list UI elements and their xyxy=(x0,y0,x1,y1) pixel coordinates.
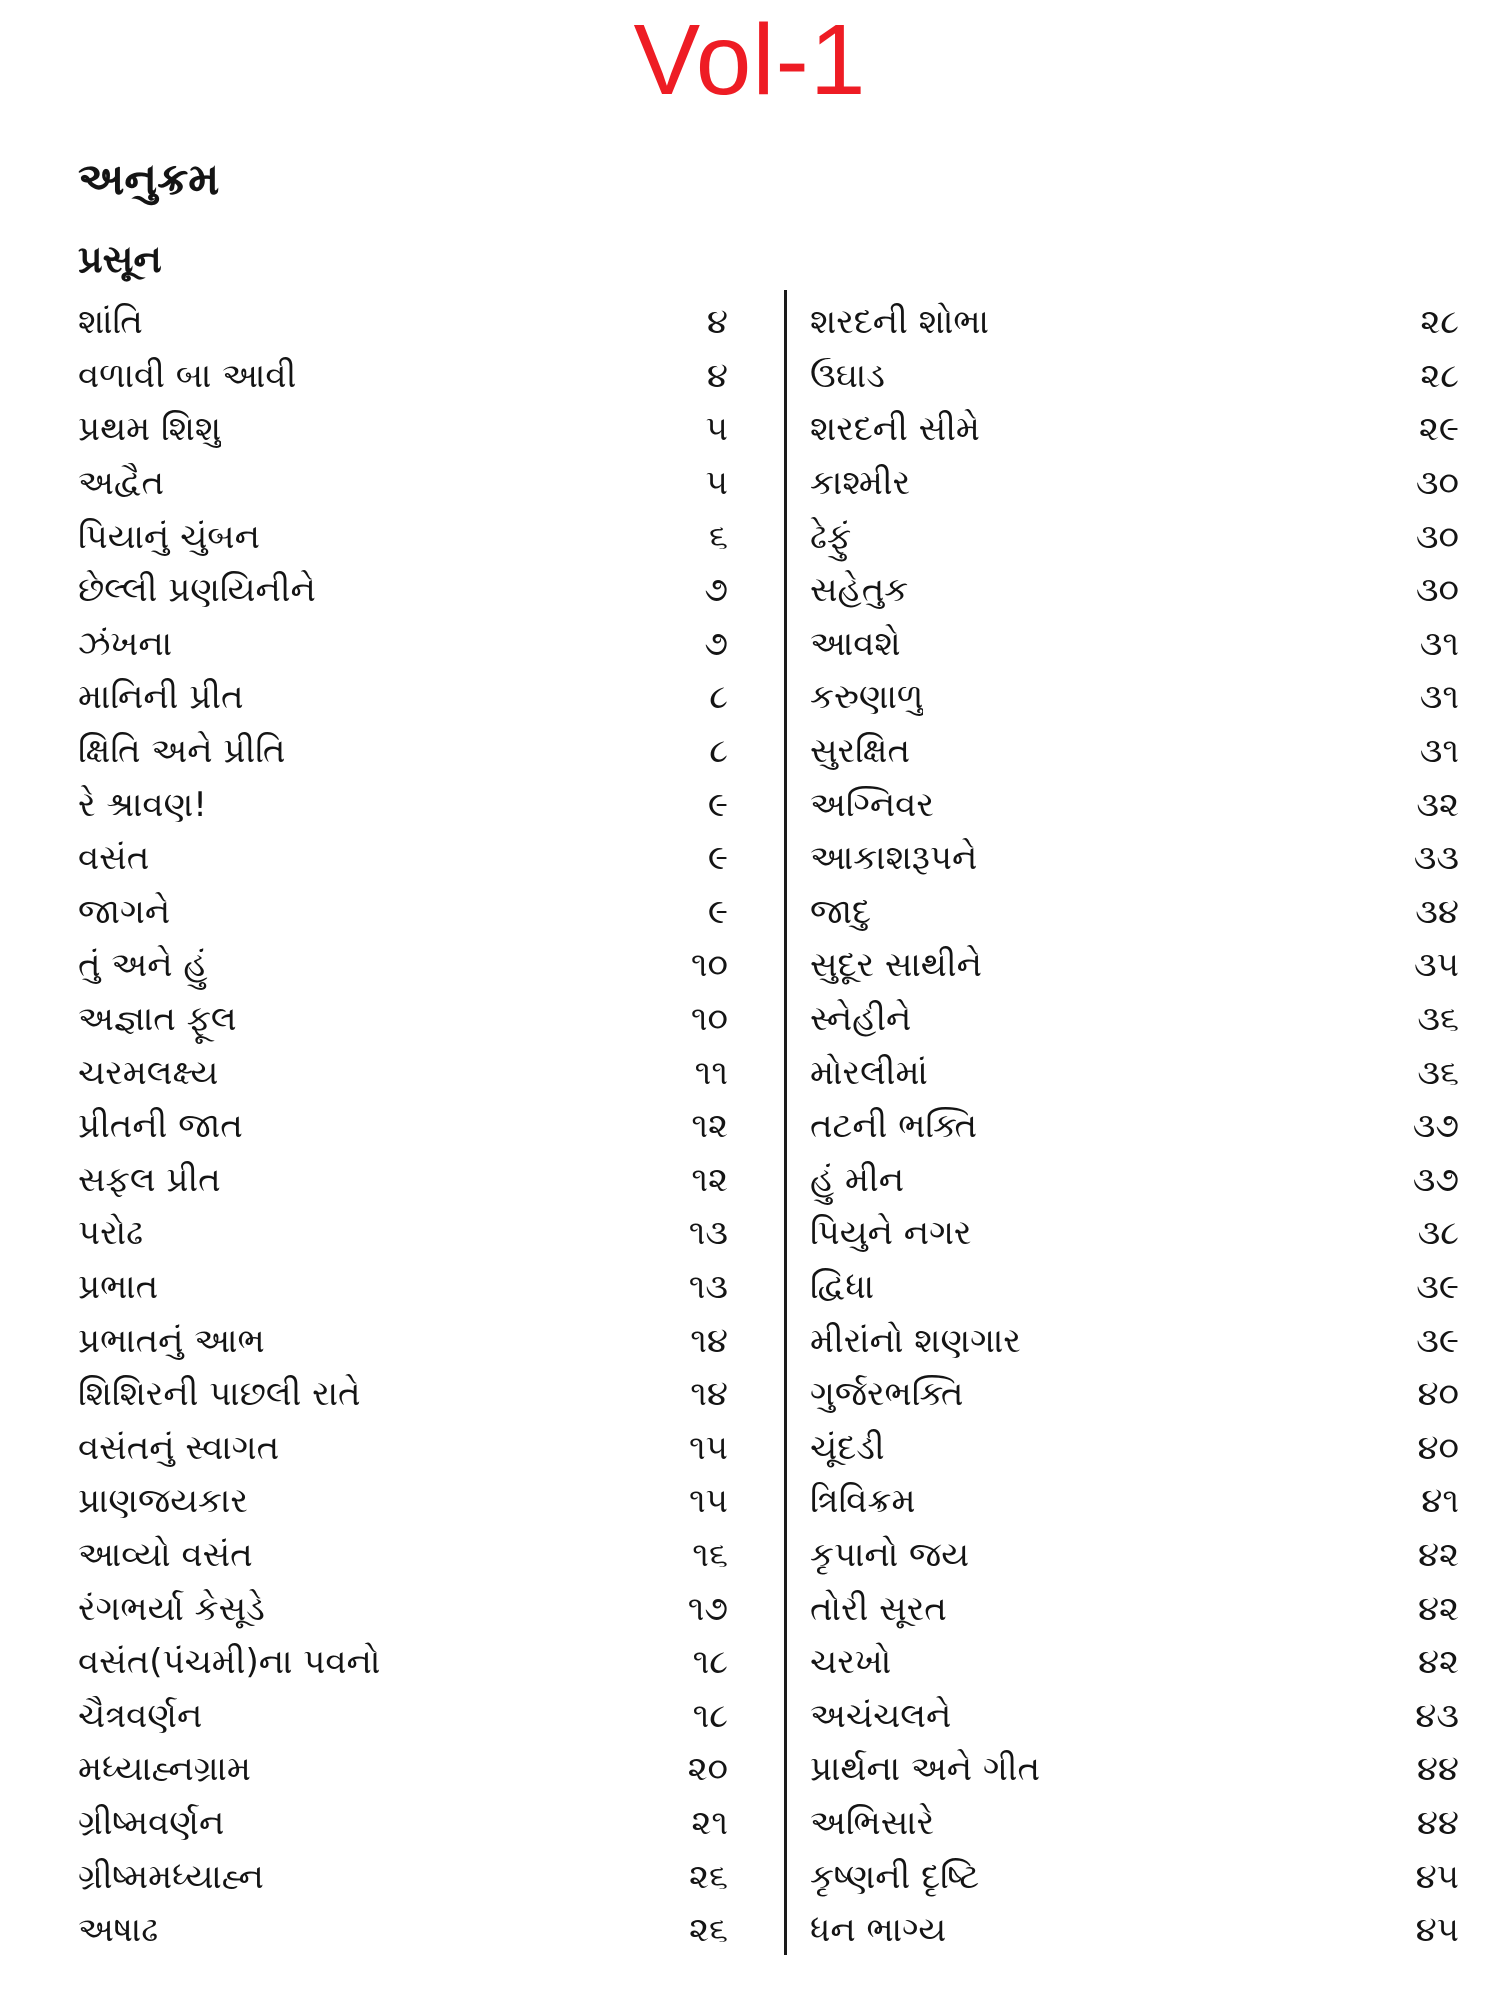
toc-entry xyxy=(810,618,1465,672)
toc-entry xyxy=(78,1368,734,1422)
toc-entry xyxy=(810,1368,1465,1422)
toc-entry-title: સુરક્ષિત xyxy=(810,731,911,772)
toc-entry-title: સહેતુક xyxy=(810,570,909,611)
toc-entry-page-number: ૪૨ xyxy=(1417,1642,1459,1683)
toc-entry-page-number: ૩૧ xyxy=(1419,623,1459,664)
toc-entry xyxy=(810,403,1465,457)
toc-entry-title: અજ્ઞાત ફૂલ xyxy=(78,999,237,1040)
toc-entry-page-number: ૧૦ xyxy=(690,945,728,986)
toc-entry-page-number: ૪૩ xyxy=(1415,1695,1459,1736)
toc-entry-title: મોરલીમાં xyxy=(810,1052,928,1093)
toc-entry-page-number: ૫ xyxy=(705,409,728,450)
toc-entry xyxy=(810,1154,1465,1208)
toc-entry xyxy=(78,1850,734,1904)
toc-entry-title: ઉઘાડ xyxy=(810,355,885,396)
toc-entry xyxy=(78,939,734,993)
toc-entry-title: શિશિરની પાછલી રાતે xyxy=(78,1374,361,1415)
toc-entry-title: ગ્રીષ્મવર્ણન xyxy=(78,1802,225,1843)
toc-entry-page-number: ૪૦ xyxy=(1417,1374,1459,1415)
toc-entry xyxy=(78,1582,734,1636)
toc-entry-title: આવ્યો વસંત xyxy=(78,1534,253,1575)
toc-entry-page-number: ૧૫ xyxy=(689,1427,728,1468)
toc-entry-page-number: ૧૪ xyxy=(690,1374,728,1415)
toc-entry-title: સ્નેહીને xyxy=(810,999,912,1040)
toc-entry xyxy=(78,1154,734,1208)
toc-entry-page-number: ૨૬ xyxy=(689,1856,728,1897)
toc-entry xyxy=(78,1797,734,1851)
toc-entry-title: ગુર્જરભક્તિ xyxy=(810,1374,964,1415)
toc-entry-title: ત્રિવિક્રમ xyxy=(810,1481,916,1522)
toc-entry xyxy=(810,564,1465,618)
toc-entry-page-number: ૩૬ xyxy=(1417,999,1459,1040)
toc-entry-page-number: ૪૪ xyxy=(1416,1802,1459,1843)
toc-entry xyxy=(78,510,734,564)
toc-entry-page-number: ૧૫ xyxy=(689,1481,728,1522)
toc-entry xyxy=(78,350,734,404)
toc-entry-title: તોરી સૂરત xyxy=(810,1588,947,1629)
toc-entry-title: ઢેફું xyxy=(810,516,852,557)
toc-entry-title: મીરાંનો શણગાર xyxy=(810,1320,1021,1361)
toc-entry-page-number: ૧૩ xyxy=(688,1213,728,1254)
toc-entry xyxy=(810,1100,1465,1154)
toc-entry xyxy=(78,1689,734,1743)
toc-entry xyxy=(78,778,734,832)
toc-entry-page-number: ૪૧ xyxy=(1421,1481,1459,1522)
toc-entry xyxy=(78,1046,734,1100)
toc-entry xyxy=(810,832,1465,886)
toc-entry xyxy=(78,671,734,725)
toc-entry-title: સુદૂર સાથીને xyxy=(810,945,982,986)
toc-entry-title: માનિની પ્રીત xyxy=(78,677,244,718)
toc-entry-title: છેલ્લી પ્રણયિનીને xyxy=(78,570,316,611)
toc-entry xyxy=(810,1743,1465,1797)
toc-entry-page-number: ૬ xyxy=(708,516,728,557)
toc-entry-title: આવશે xyxy=(810,623,901,664)
toc-entry-title: અભિસારે xyxy=(810,1802,935,1843)
toc-entry-page-number: ૫ xyxy=(705,463,728,504)
toc-entry-title: વળાવી બા આવી xyxy=(78,355,297,396)
section-heading: પ્રસૂન xyxy=(78,237,162,281)
toc-entry xyxy=(810,1207,1465,1261)
toc-entry-title: પ્રભાત xyxy=(78,1266,159,1307)
toc-entry-page-number: ૩૮ xyxy=(1417,1213,1459,1254)
toc-entry-title: પ્રભાતનું આભ xyxy=(78,1320,265,1361)
toc-entry-title: સફલ પ્રીત xyxy=(78,1159,221,1200)
toc-entry-title: ચરખો xyxy=(810,1642,892,1683)
toc-entry-title: ધન ભાગ્ય xyxy=(810,1910,947,1951)
toc-entry-title: મધ્યાહ્નગ્રામ xyxy=(78,1749,251,1790)
toc-entry-page-number: ૨૮ xyxy=(1420,355,1459,396)
toc-entry-page-number: ૩૪ xyxy=(1415,891,1459,932)
toc-entry-page-number: ૩૩ xyxy=(1413,838,1459,879)
toc-entry xyxy=(810,993,1465,1047)
toc-entry-title: ચૂંદડી xyxy=(810,1427,885,1468)
toc-entry xyxy=(810,1689,1465,1743)
toc-entry xyxy=(78,1636,734,1690)
toc-entry-title: ઝંખના xyxy=(78,623,173,664)
toc-entry-title: રંગભર્યા કેસૂડે xyxy=(78,1588,265,1629)
volume-label: Vol-1 xyxy=(633,4,867,116)
toc-entry xyxy=(810,457,1465,511)
toc-entry-page-number: ૩૯ xyxy=(1416,1320,1459,1361)
toc-entry xyxy=(78,1314,734,1368)
toc-entry-page-number: ૮ xyxy=(709,677,728,718)
toc-entry-page-number: ૧૮ xyxy=(692,1642,728,1683)
toc-entry-title: અગ્નિવર xyxy=(810,784,934,825)
toc-entry xyxy=(810,671,1465,725)
toc-entry xyxy=(78,1904,734,1958)
toc-entry-page-number: ૨૦ xyxy=(687,1749,728,1790)
toc-entry-page-number: ૩૭ xyxy=(1412,1106,1459,1147)
toc-entry-page-number: ૪૫ xyxy=(1415,1910,1459,1951)
toc-entry xyxy=(810,296,1465,350)
toc-entry-title: શરદની સીમે xyxy=(810,409,980,450)
toc-entry xyxy=(810,725,1465,779)
toc-entry-page-number: ૩૭ xyxy=(1412,1159,1459,1200)
toc-entry-title: કૃષ્ણની દૃષ્ટિ xyxy=(810,1856,980,1897)
toc-entry-title: પિયાનું ચુંબન xyxy=(78,516,260,557)
toc-entry-page-number: ૧૨ xyxy=(691,1159,728,1200)
toc-entry-page-number: ૩૨ xyxy=(1416,784,1459,825)
toc-entry xyxy=(810,1529,1465,1583)
toc-entry-title: અચંચલને xyxy=(810,1695,952,1736)
toc-entry-title: રે શ્રાવણ! xyxy=(78,784,207,825)
toc-entry-page-number: ૧૧ xyxy=(694,1052,728,1093)
toc-entry xyxy=(810,778,1465,832)
toc-entry xyxy=(810,350,1465,404)
toc-entry-page-number: ૯ xyxy=(707,891,728,932)
toc-entry-page-number: ૪ xyxy=(706,302,728,343)
toc-entry xyxy=(78,1261,734,1315)
toc-entry-page-number: ૧૩ xyxy=(688,1266,728,1307)
toc-entry-page-number: ૭ xyxy=(704,623,728,664)
toc-entry xyxy=(78,725,734,779)
toc-entry-page-number: ૭ xyxy=(704,570,728,611)
toc-entry-page-number: ૨૬ xyxy=(689,1910,728,1951)
toc-entry-title: ચરમલક્ષ્ય xyxy=(78,1052,219,1093)
toc-entry-title: જાદુ xyxy=(810,891,872,932)
toc-entry xyxy=(78,1100,734,1154)
toc-entry-title: શાંતિ xyxy=(78,302,143,343)
toc-heading: અનુક્રમ xyxy=(78,154,220,205)
toc-entry-title: પ્રથમ શિશુ xyxy=(78,409,222,450)
toc-entry xyxy=(810,1421,1465,1475)
toc-entry-title: જાગને xyxy=(78,891,171,932)
toc-entry-title: દ્વિધા xyxy=(810,1266,875,1307)
toc-entry-page-number: ૪૨ xyxy=(1417,1534,1459,1575)
toc-entry xyxy=(78,1421,734,1475)
toc-entry-page-number: ૪૨ xyxy=(1417,1588,1459,1629)
toc-entry xyxy=(810,510,1465,564)
toc-entry-page-number: ૧૭ xyxy=(687,1588,728,1629)
toc-entry-page-number: ૩૫ xyxy=(1414,945,1459,986)
toc-entry-page-number: ૩૦ xyxy=(1415,463,1459,504)
toc-entry-title: અષાઢ xyxy=(78,1910,159,1951)
toc-entry-page-number: ૧૪ xyxy=(690,1320,728,1361)
toc-entry-title: કરુણાળુ xyxy=(810,677,924,718)
toc-entry xyxy=(810,1046,1465,1100)
toc-entry xyxy=(810,1904,1465,1958)
toc-entry-page-number: ૩૧ xyxy=(1419,731,1459,772)
toc-entry-title: આકાશરૂપને xyxy=(810,838,978,879)
toc-entry xyxy=(810,1261,1465,1315)
toc-entry-page-number: ૪૪ xyxy=(1416,1749,1459,1790)
toc-left-column xyxy=(78,296,734,1957)
toc-entry-title: હું મીન xyxy=(810,1159,905,1200)
toc-entry-title: શરદની શોભા xyxy=(810,302,989,343)
toc-entry xyxy=(810,1314,1465,1368)
toc-entry-page-number: ૧૦ xyxy=(690,999,728,1040)
toc-entry-title: કૃપાનો જય xyxy=(810,1534,970,1575)
toc-entry-title: કાશ્મીર xyxy=(810,463,911,504)
toc-entry xyxy=(810,1475,1465,1529)
toc-entry-page-number: ૩૦ xyxy=(1415,516,1459,557)
toc-entry xyxy=(78,1743,734,1797)
column-divider xyxy=(784,290,787,1955)
toc-entry-page-number: ૨૯ xyxy=(1418,409,1459,450)
toc-entry-page-number: ૧૨ xyxy=(691,1106,728,1147)
toc-entry-title: વસંતનું સ્વાગત xyxy=(78,1427,280,1468)
toc-entry-title: પ્રીતની જાત xyxy=(78,1106,243,1147)
toc-entry xyxy=(810,1850,1465,1904)
toc-entry-page-number: ૨૧ xyxy=(691,1802,728,1843)
toc-entry-page-number: ૩૧ xyxy=(1419,677,1459,718)
toc-entry-title: વસંત xyxy=(78,838,150,879)
toc-entry-title: પ્રાણજયકાર xyxy=(78,1481,248,1522)
toc-entry-page-number: ૨૮ xyxy=(1420,302,1459,343)
toc-entry-title: ગ્રીષ્મમધ્યાહ્ન xyxy=(78,1856,264,1897)
toc-entry-page-number: ૪ xyxy=(706,355,728,396)
toc-entry-title: પ્રાર્થના અને ગીત xyxy=(810,1749,1041,1790)
toc-entry-title: વસંત(પંચમી)ના પવનો xyxy=(78,1642,381,1683)
toc-entry-page-number: ૩૦ xyxy=(1415,570,1459,611)
toc-entry-page-number: ૯ xyxy=(707,838,728,879)
toc-entry xyxy=(78,403,734,457)
toc-entry-title: તટની ભક્તિ xyxy=(810,1106,978,1147)
toc-entry xyxy=(78,832,734,886)
toc-entry-title: અદ્વૈત xyxy=(78,463,165,504)
toc-entry xyxy=(810,1797,1465,1851)
toc-entry xyxy=(810,1582,1465,1636)
toc-entry-page-number: ૪૫ xyxy=(1415,1856,1459,1897)
toc-entry xyxy=(810,939,1465,993)
toc-entry-title: ક્ષિતિ અને પ્રીતિ xyxy=(78,731,286,772)
toc-entry-page-number: ૮ xyxy=(709,731,728,772)
toc-entry xyxy=(78,564,734,618)
toc-entry xyxy=(78,993,734,1047)
toc-entry-title: તું અને હું xyxy=(78,945,208,986)
toc-entry-title: પરોઢ xyxy=(78,1213,144,1254)
toc-entry-page-number: ૩૯ xyxy=(1416,1266,1459,1307)
toc-entry xyxy=(78,1529,734,1583)
toc-entry-title: ચૈત્રવર્ણન xyxy=(78,1695,203,1736)
toc-entry xyxy=(810,886,1465,940)
toc-entry xyxy=(78,618,734,672)
toc-entry-page-number: ૧૬ xyxy=(692,1534,728,1575)
toc-entry xyxy=(810,1636,1465,1690)
toc-entry-title: પિયુને નગર xyxy=(810,1213,972,1254)
toc-entry xyxy=(78,457,734,511)
toc-entry-page-number: ૯ xyxy=(707,784,728,825)
toc-entry xyxy=(78,886,734,940)
toc-entry-page-number: ૪૦ xyxy=(1417,1427,1459,1468)
toc-entry xyxy=(78,296,734,350)
toc-right-column xyxy=(810,296,1465,1957)
toc-entry-page-number: ૩૬ xyxy=(1417,1052,1459,1093)
toc-entry xyxy=(78,1207,734,1261)
toc-entry-page-number: ૧૮ xyxy=(692,1695,728,1736)
toc-entry xyxy=(78,1475,734,1529)
